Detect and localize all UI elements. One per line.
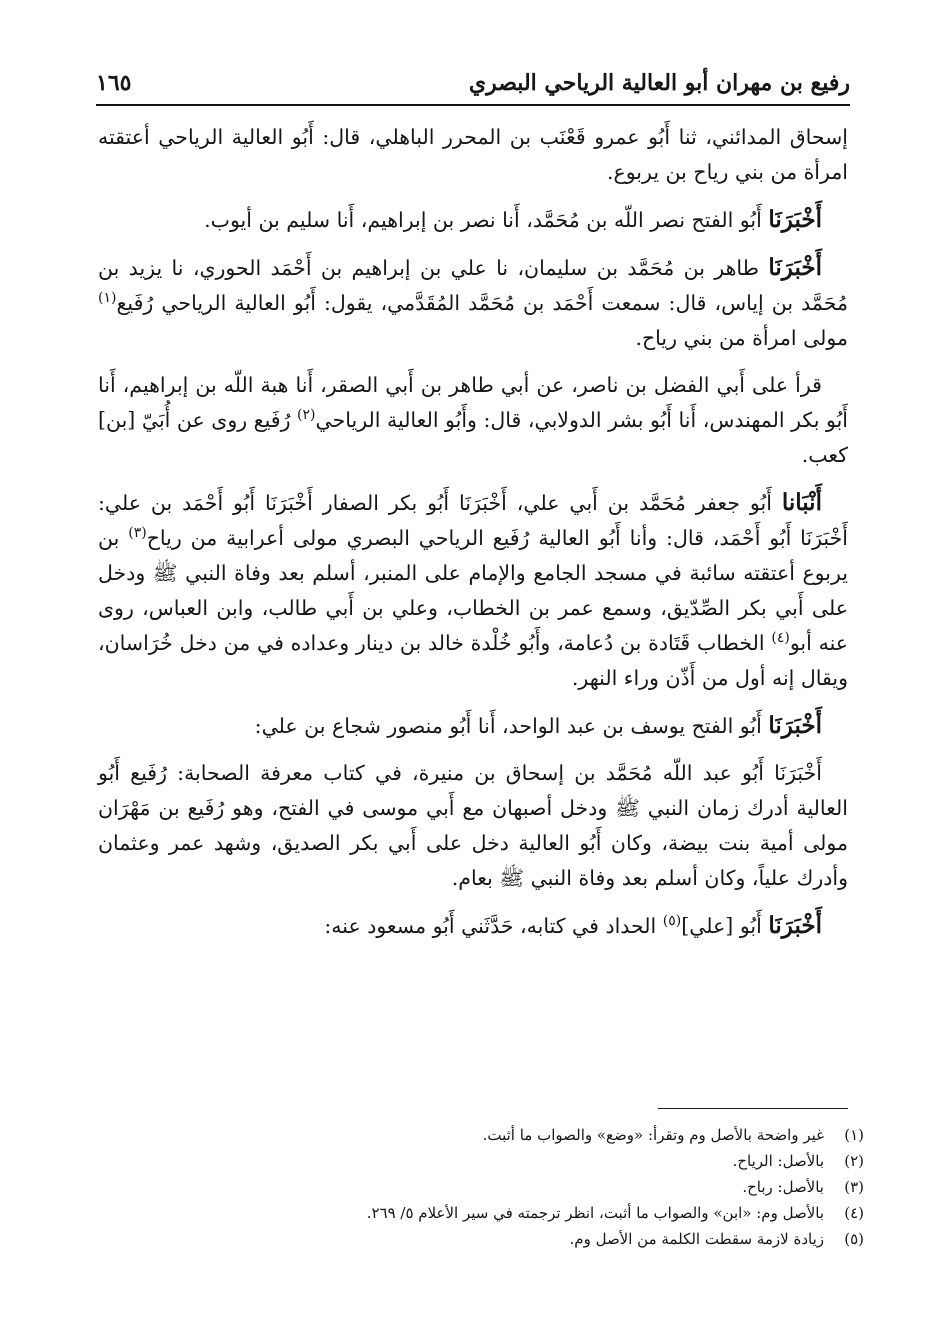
- footnote-text: غير واضحة بالأصل وم وتقرأ: «وضع» والصواب ما أثبت.: [482, 1126, 824, 1144]
- paragraph-2-text: أَبُو الفتح نصر اللّه بن مُحَمَّد، أَنا نصر بن إبراهيم، أَنا سليم بن أيوب.: [204, 208, 762, 232]
- paragraph-1-text: إسحاق المدائني، ثنا أَبُو عمرو قَعْنَب بن المحرر الباهلي، قال: أَبُو العالية الرياحي أعتقته امرأة من بني رياح بن يربوع.: [98, 125, 848, 184]
- paragraph-8-lead: أَخْبَرَنَا: [768, 912, 822, 939]
- running-title: رفيع بن مهران أبو العالية الرياحي البصري: [468, 70, 850, 96]
- paragraph-3-text-a: طاهر بن مُحَمَّد بن سليمان، نا علي بن إبراهيم بن أَحْمَد الحوري، نا يزيد بن مُحَمَّد بن إياس، قال: سمعت أَحْمَد بن مُحَمَّد المُقَدَّمي، يقول: أَبُو العالية الرياحي رُفَيع: [98, 256, 848, 315]
- footnote-item: [98, 1226, 864, 1252]
- paragraph-5-text-b: بن يربوع أعتقته سائبة في مسجد الجامع والإمام على المنبر، أسلم بعد وفاة النبي ﷺ ودخل على أَبي بكر الصِّدّيق، وسمع عمر بن الخطاب، وعلي بن أَبي طالب، وابن العباس، روى عنه أبو: [98, 526, 848, 655]
- paragraph-8-text-a: أَبُو [علي]: [681, 914, 762, 938]
- paragraph-1: [98, 120, 848, 190]
- paragraph-5-lead: أَنْبَانا: [781, 489, 822, 516]
- paragraph-6-text: أَبُو الفتح يوسف بن عبد الواحد، أَنا أَبُو منصور شجاع بن علي:: [254, 714, 762, 738]
- paragraph-5-text-c: الخطاب قَتَادة بن دُعامة، وأَبُو خُلْدة خالد بن دينار وعداده في من دخل خُرَاسان، ويقال إنه أول من أَذّن وراء النهر.: [98, 631, 848, 690]
- footnote-marker-3[interactable]: (٣): [128, 525, 147, 542]
- footnote-number: (١): [844, 1126, 864, 1144]
- paragraph-6-lead: أَخْبَرَنَا: [768, 712, 822, 739]
- paragraph-7: [98, 756, 848, 896]
- footnote-marker-5[interactable]: (٥): [662, 913, 682, 930]
- footnote-text: بالأصل: رباح.: [742, 1178, 824, 1196]
- paragraph-2: [98, 202, 848, 238]
- footnote-item: [98, 1148, 864, 1174]
- footnote-text: بالأصل وم: «ابن» والصواب ما أثبت، انظر ترجمته في سير الأعلام ٥/ ٢٦٩.: [366, 1204, 824, 1222]
- paragraph-3-lead: أَخْبَرَنَا: [768, 254, 822, 281]
- header-rule: [96, 104, 850, 106]
- footnote-number: (٣): [844, 1178, 864, 1196]
- paragraph-4-text-b: رُفَيع روى عن أُبَيّ [بن] كعب.: [98, 408, 848, 467]
- footnote-text: بالأصل: الرياح.: [732, 1152, 824, 1170]
- paragraph-4-text-a: قرأ على أَبي الفضل بن ناصر، عن أبي طاهر بن أَبي الصقر، أَنا هبة اللّه بن إبراهيم، أَنا أَبُو بكر المهندس، أَنا أَبُو بشر الدولابي، قال: وأَبُو العالية الرياحي: [98, 373, 848, 432]
- paragraph-5-text-a: أَبُو جعفر مُحَمَّد بن أَبي علي، أَخْبَرَنَا أَبُو بكر الصفار أَخْبَرَنَا أَبُو أَحْمَد بن علي: أَخْبَرَنَا أَبُو أَحْمَد، قال: وأنا أَبُو العالية رُفَيع الرياحي البصري مولى أعرابية من رياح: [98, 491, 848, 550]
- footnote-number: (٤): [844, 1204, 864, 1222]
- footnotes: [98, 1122, 864, 1252]
- footnote-marker-2[interactable]: (٢): [297, 407, 316, 424]
- paragraph-2-lead: أَخْبَرَنَا: [768, 206, 822, 233]
- footnote-number: (٢): [844, 1152, 864, 1170]
- page-header: [96, 62, 850, 106]
- paragraph-7-text: أَخْبَرَنَا أَبُو عبد اللّه مُحَمَّد بن إسحاق بن منيرة، في كتاب معرفة الصحابة: رُفَيع أَبُو العالية أدرك زمان النبي ﷺ ودخل أصبهان مع أَبي موسى في الفتح، وهو رُفَيع بن مَهْرَان مولى أمية بنت بيضة، وكان أَبُو العالية دخل على أَبي بكر الصديق، وشهد عمر وعثمان وأدرك علياً، وكان أسلم بعد وفاة النبي ﷺ بعام.: [98, 761, 848, 890]
- footnote-number: (٥): [844, 1230, 864, 1248]
- page-number: ١٦٥: [96, 70, 132, 96]
- footnote-text: زيادة لازمة سقطت الكلمة من الأصل وم.: [569, 1230, 824, 1248]
- paragraph-5: [98, 485, 848, 696]
- paragraph-4: [98, 368, 848, 473]
- footnote-item: [98, 1122, 864, 1148]
- main-text: [98, 120, 848, 956]
- paragraph-3-text-b: مولى امرأة من بني رياح.: [635, 326, 848, 350]
- footnote-marker-4[interactable]: (٤): [771, 630, 790, 647]
- footnote-item: [98, 1174, 864, 1200]
- paragraph-8-text-b: الحداد في كتابه، حَدَّثَني أَبُو مسعود عنه:: [324, 914, 657, 938]
- footnote-marker-1[interactable]: (١): [98, 290, 117, 307]
- paragraph-6: [98, 708, 848, 744]
- footnote-item: [98, 1200, 864, 1226]
- footnote-rule: [658, 1108, 848, 1109]
- paragraph-3: [98, 250, 848, 356]
- paragraph-8: [98, 908, 848, 944]
